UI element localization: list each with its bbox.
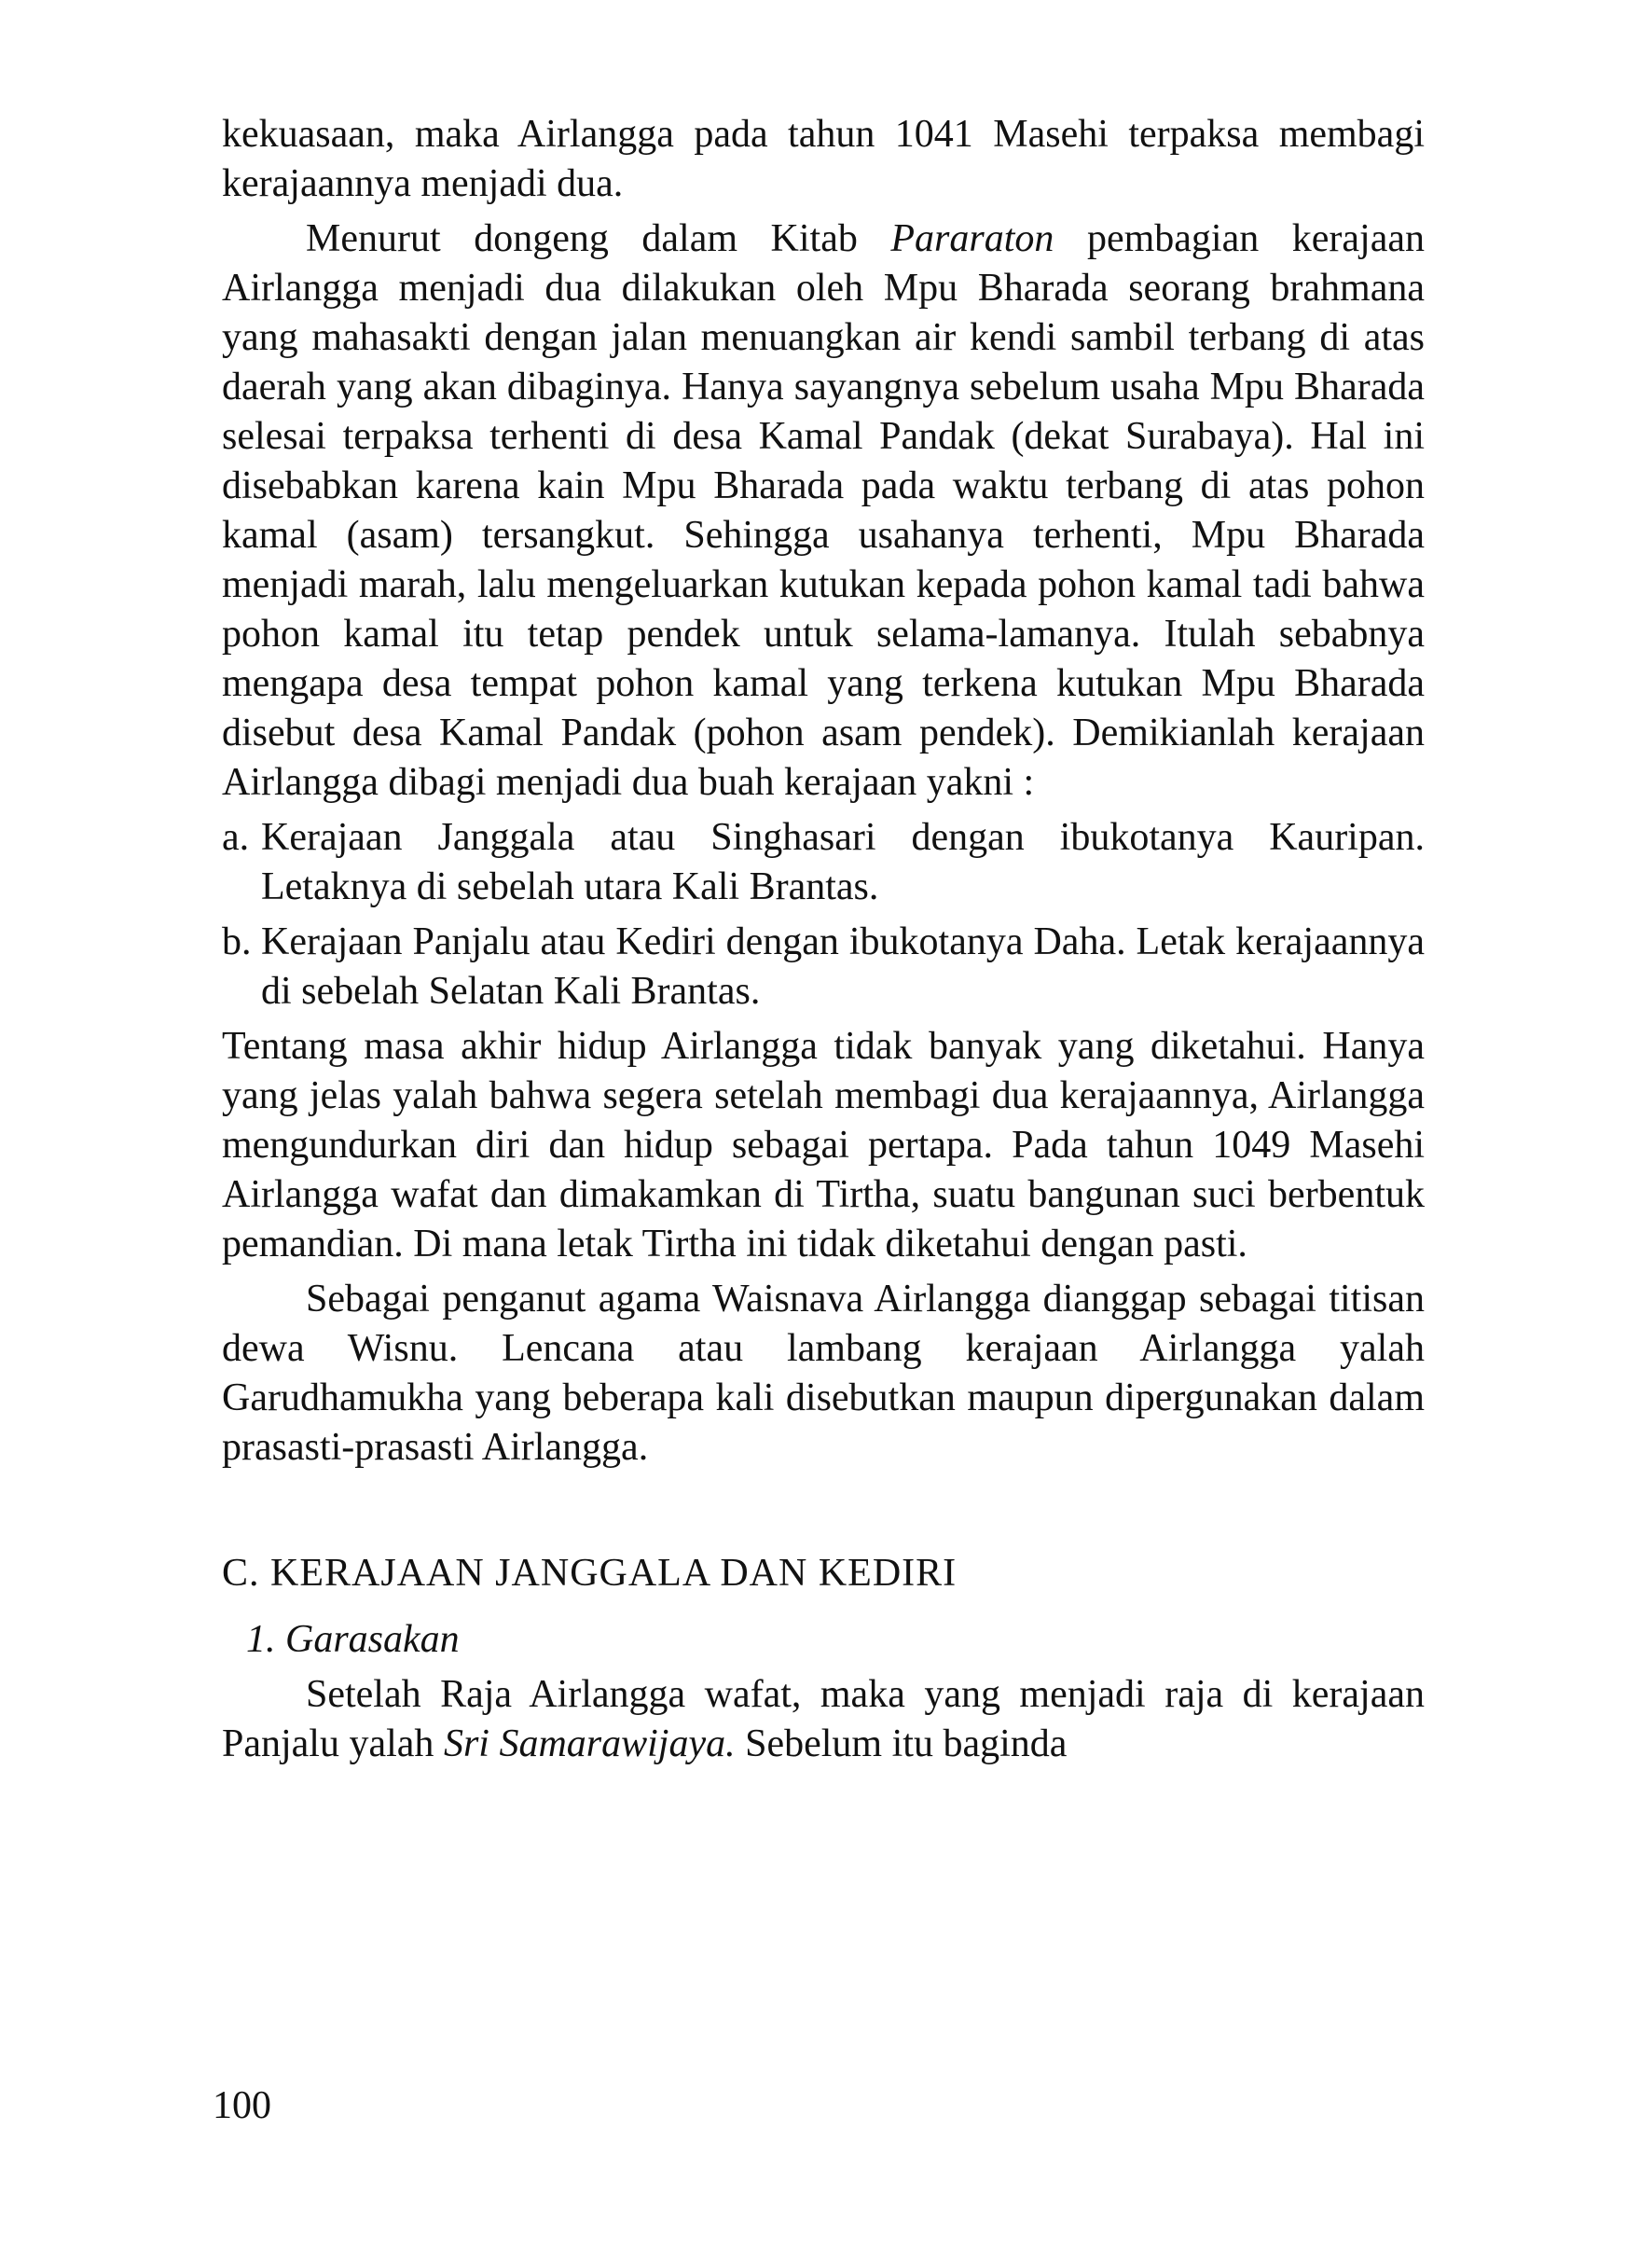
paragraph-3 [222,1022,1425,1269]
list-marker: a. [222,816,250,859]
paragraph-1 [222,110,1425,209]
paragraph-2-text-rest: pembagian kerajaan Airlangga menjadi dua dilakukan oleh Mpu Bharada seorang brahmana yang mahasakti dengan jalan menuangkan air kendi sambil terbang di atas daerah yang akan dibaginya. Hanya sayangnya sebelum usaha Mpu Bharada selesai terpaksa terhenti di desa Kamal Pandak (dekat Surabaya). Hal ini disebabkan karena kain Mpu Bharada pada waktu terbang di atas pohon kamal (asam) tersangkut. Sehingga usahanya terhenti, Mpu Bharada menjadi marah, lalu mengeluarkan kutukan kepada pohon kamal tadi bahwa pohon kamal itu tetap pendek untuk selama-lamanya. Itulah sebabnya mengapa desa tempat pohon kamal yang terkena kutukan Mpu Bharada disebut desa Kamal Pandak (pohon asam pendek). Demikianlah kerajaan Airlangga dibagi menjadi dua buah kerajaan yakni : [222,217,1425,804]
list-item-text: Kerajaan Janggala atau Singhasari dengan ibukotanya Kauripan. Letaknya di sebelah utara Kali Brantas. [261,816,1425,908]
paragraph-3-text: Tentang masa akhir hidup Airlangga tidak banyak yang diketahui. Hanya yang jelas yalah bahwa segera setelah membagi dua kerajaannya, Airlangga mengundurkan diri dan hidup sebagai pertapa. Pada tahun 1049 Masehi Airlangga wafat dan dimakamkan di Tirtha, suatu bangunan suci berbentuk pemandian. Di mana letak Tirtha ini tidak diketahui dengan pasti. [222,1025,1425,1265]
paragraph-1-text: kekuasaan, maka Airlangga pada tahun 1041 Masehi terpaksa membagi kerajaannya menjadi dua. [222,113,1425,205]
sub-heading: 1. Garasakan [246,1618,460,1661]
page-number: 100 [213,2084,271,2127]
paragraph-5-text-start: Setelah Raja Airlangga wafat, maka yang menjadi raja di kerajaan Panjalu yalah [222,1673,1425,1765]
list-item-text: Kerajaan Panjalu atau Kediri dengan ibukotanya Daha. Letak kerajaannya di sebelah Selatan Kali Brantas. [261,920,1425,1013]
paragraph-2 [222,214,1425,808]
book-title-pararaton: Pararaton [890,217,1054,260]
section-heading: C. KERAJAAN JANGGALA DAN KEDIRI [222,1552,958,1595]
paragraph-5-text-rest: Sebelum itu baginda [735,1722,1068,1765]
king-name-italic: Sri Samarawijaya. [443,1722,736,1765]
list-marker: b. [222,920,252,963]
paragraph-4-text: Sebagai penganut agama Waisnava Airlangga dianggap sebagai titisan dewa Wisnu. Lencana atau lambang kerajaan Airlangga yalah Garudhamukha yang beberapa kali disebutkan maupun dipergunakan dalam prasasti-prasasti Airlangga. [222,1278,1425,1469]
page-body [222,110,1425,1769]
paragraph-4 [222,1275,1425,1473]
kingdom-list [222,813,1425,1016]
list-item [222,813,1425,912]
paragraph-5 [222,1670,1425,1769]
paragraph-2-text-start: Menurut dongeng dalam Kitab [306,217,891,260]
list-item [222,918,1425,1016]
